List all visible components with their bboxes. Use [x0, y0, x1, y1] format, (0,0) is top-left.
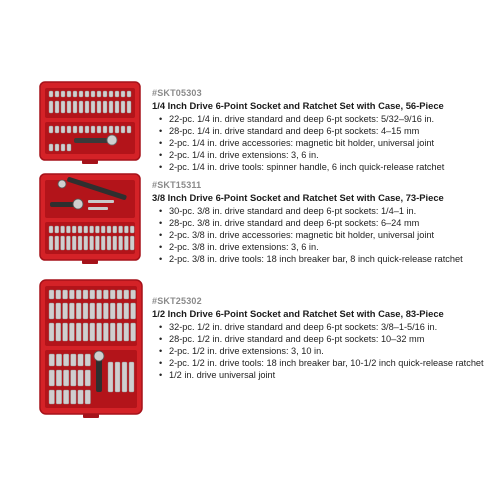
product-title: 3/8 Inch Drive 6-Point Socket and Ratchet Set with Case, 73-Piece: [152, 192, 444, 203]
list-item: • 28-pc. 3/8 in. drive standard and deep 6-pt sockets: 6–24 mm: [169, 217, 492, 229]
product-contents-list: [152, 113, 492, 173]
list-item: • 2-pc. 1/4 in. drive accessories: magnetic bit holder, universal joint: [169, 137, 492, 149]
socket-set-case-image: [38, 172, 142, 264]
list-item: • 28-pc. 1/4 in. drive standard and deep 6-pt sockets: 4–15 mm: [169, 125, 492, 137]
list-item: • 2-pc. 3/8 in. drive tools: 18 inch breaker bar, 8 inch quick-release ratchet: [169, 253, 492, 265]
product-sku: #SKT05303: [152, 88, 202, 98]
product-sku: #SKT15311: [152, 180, 202, 190]
list-item: • 2-pc. 1/4 in. drive tools: spinner handle, 6 inch quick-release ratchet: [169, 161, 492, 173]
socket-set-case-image: [38, 278, 144, 418]
list-item: • 2-pc. 1/2 in. drive extensions: 3, 10 in.: [169, 345, 492, 357]
list-item: • 2-pc. 1/4 in. drive extensions: 3, 6 in.: [169, 149, 492, 161]
product-sku: #SKT25302: [152, 296, 202, 306]
list-item: • 1/2 in. drive universal joint: [169, 369, 492, 381]
list-item: • 30-pc. 3/8 in. drive standard and deep 6-pt sockets: 1/4–1 in.: [169, 205, 492, 217]
socket-set-case-image: [38, 80, 142, 164]
product-contents-list: [152, 205, 492, 265]
product-contents-list: [152, 321, 492, 381]
list-item: • 2-pc. 3/8 in. drive extensions: 3, 6 in.: [169, 241, 492, 253]
product-title: 1/4 Inch Drive 6-Point Socket and Ratchet Set with Case, 56-Piece: [152, 100, 444, 111]
list-item: • 32-pc. 1/2 in. drive standard and deep 6-pt sockets: 3/8–1-5/16 in.: [169, 321, 492, 333]
list-item: • 22-pc. 1/4 in. drive standard and deep 6-pt sockets: 5/32–9/16 in.: [169, 113, 492, 125]
list-item: • 2-pc. 1/2 in. drive tools: 18 inch breaker bar, 10-1/2 inch quick-release ratchet: [169, 357, 492, 369]
product-title: 1/2 Inch Drive 6-Point Socket and Ratchet Set with Case, 83-Piece: [152, 308, 444, 319]
list-item: • 2-pc. 3/8 in. drive accessories: magnetic bit holder, universal joint: [169, 229, 492, 241]
list-item: • 28-pc. 1/2 in. drive standard and deep 6-pt sockets: 10–32 mm: [169, 333, 492, 345]
